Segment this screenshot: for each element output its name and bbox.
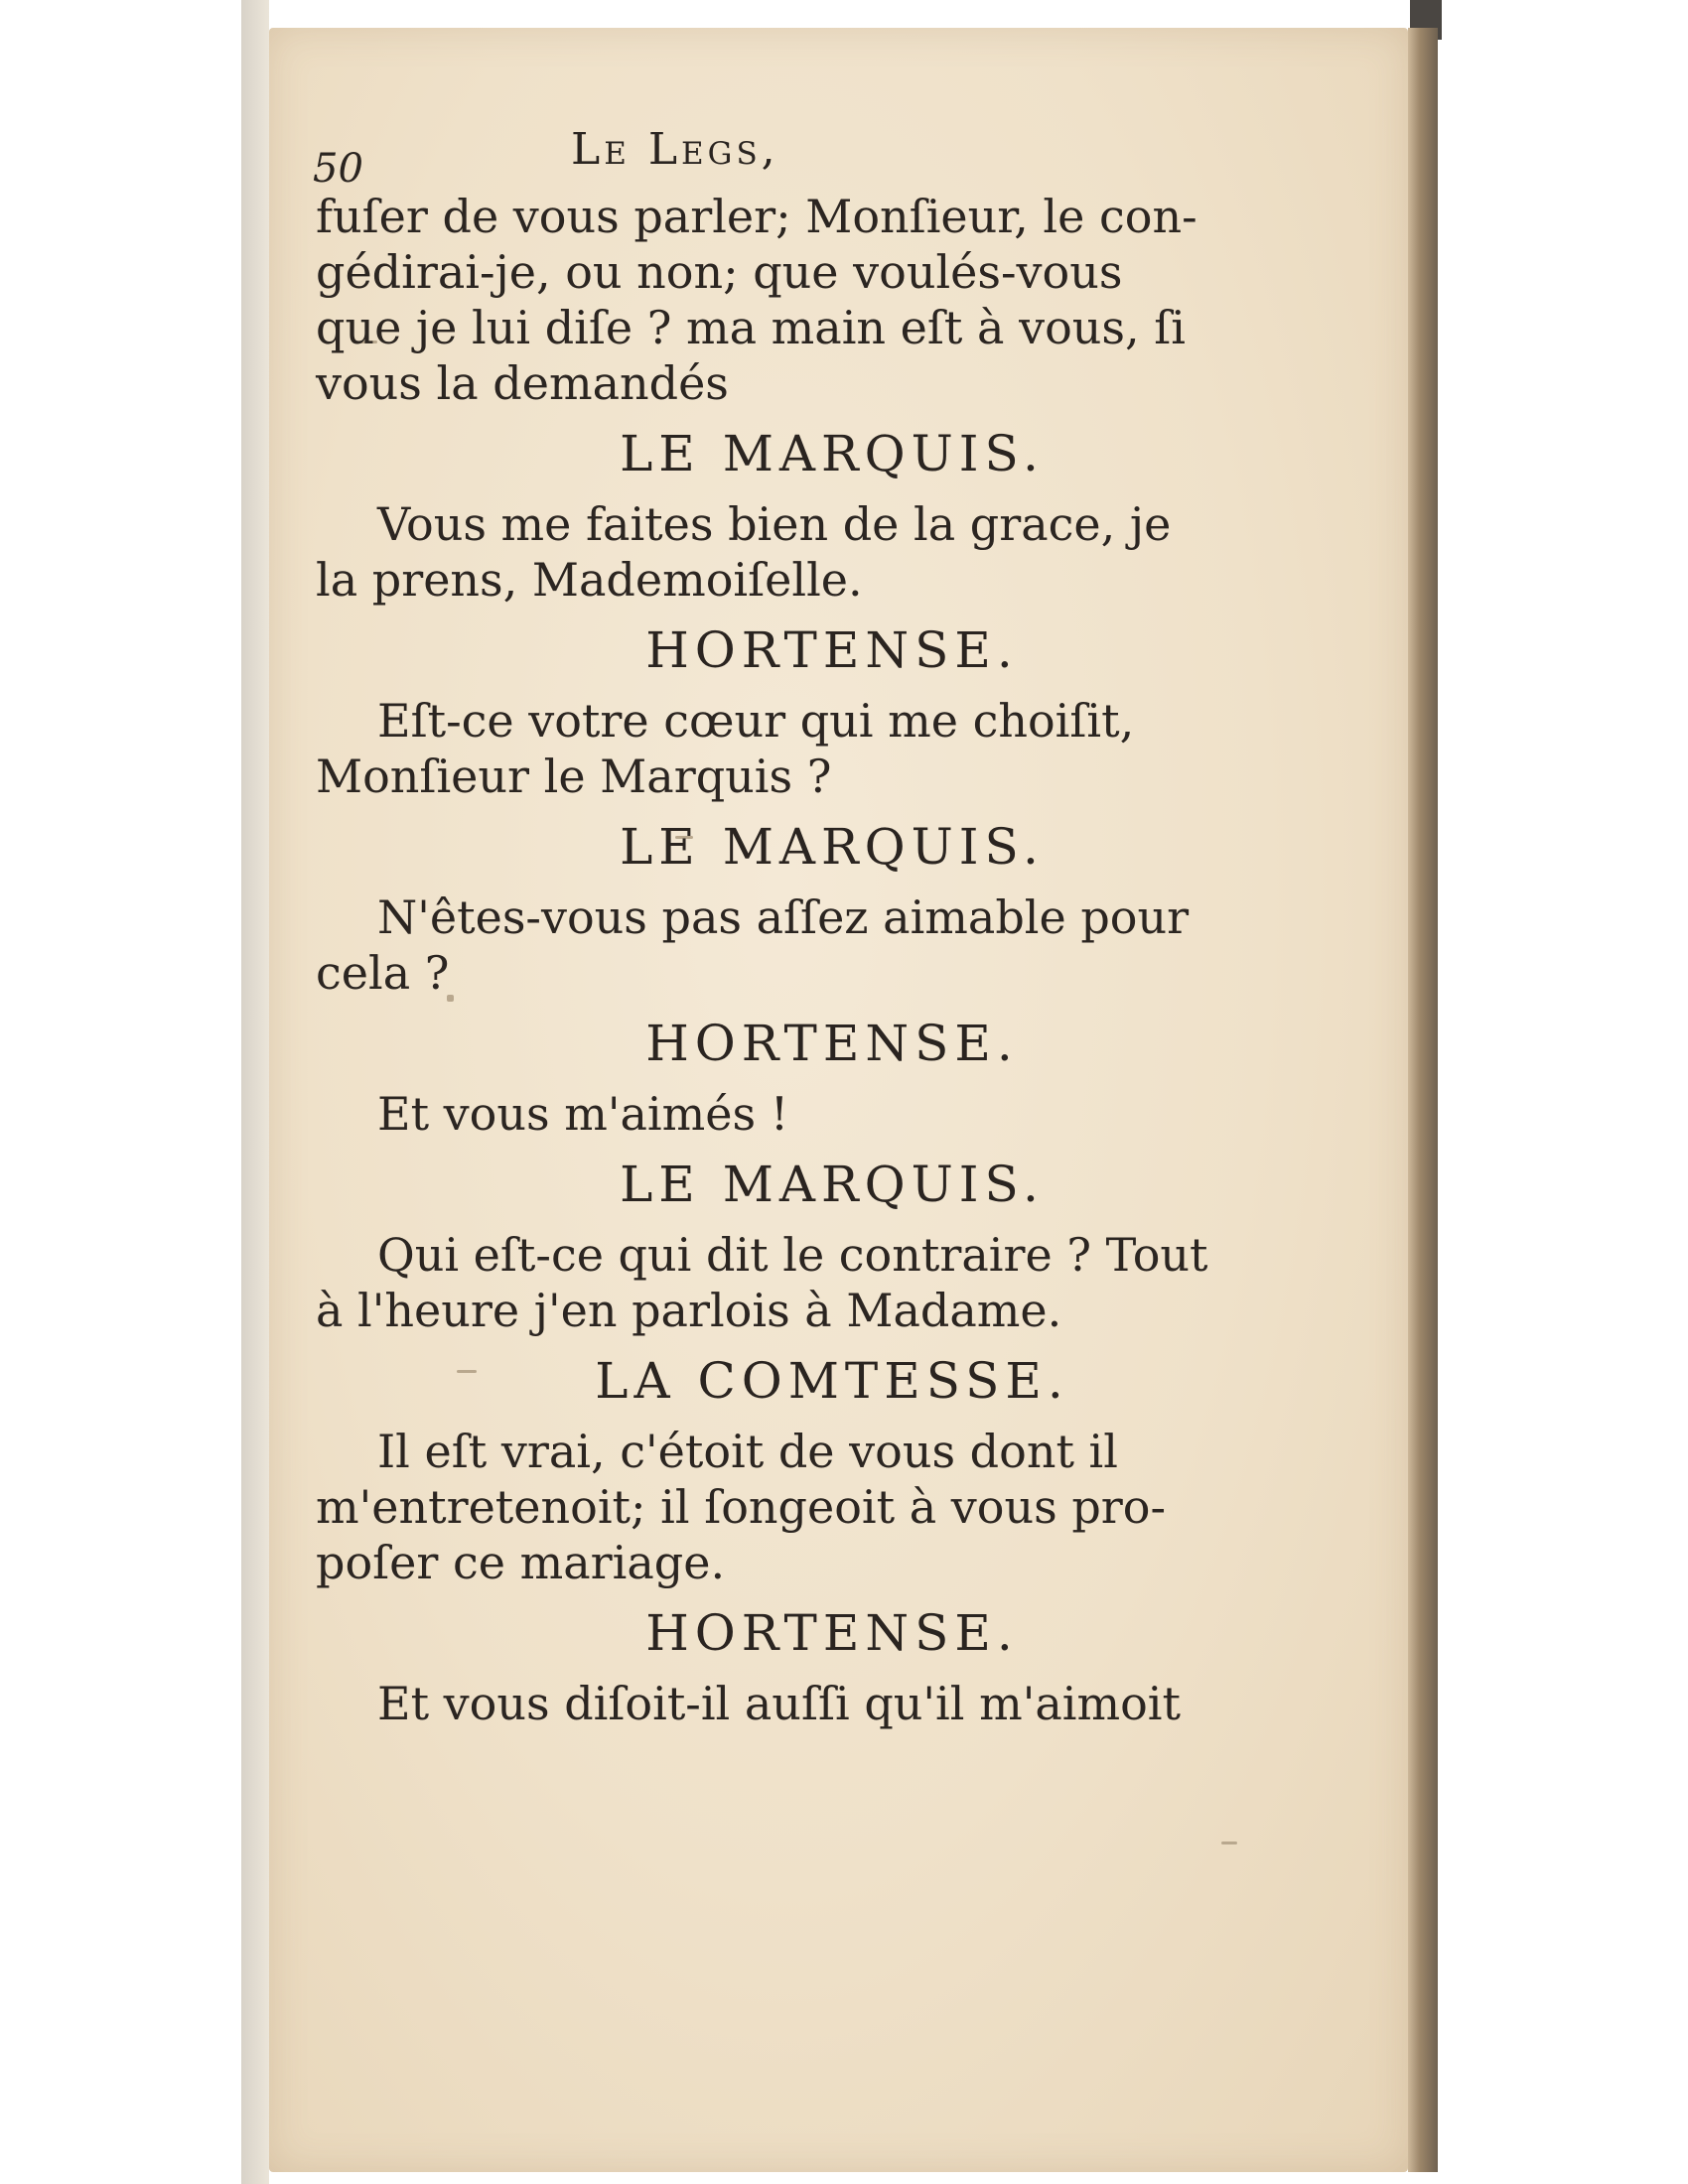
page-number: 50 (313, 146, 363, 192)
text-line: cela ? (316, 946, 450, 1000)
text-line: Il eſt vrai, c'étoit de vous dont il (377, 1425, 1118, 1478)
speaker-heading: LE MARQUIS. (620, 425, 1045, 482)
page-header (0, 124, 1688, 192)
running-head: Le Legs, (571, 124, 779, 175)
text-line: poſer ce mariage. (316, 1536, 726, 1589)
text-line: Et vous diſoit-il auſſi qu'il m'aimoit (377, 1677, 1181, 1730)
speaker-heading: HORTENSE. (645, 1015, 1019, 1072)
speaker-heading: LA COMTESSE. (595, 1352, 1069, 1410)
text-line: vous la demandés (316, 356, 729, 410)
page-body (316, 189, 1388, 1731)
speaker-heading: LE MARQUIS. (620, 1156, 1045, 1213)
text-line: N'êtes-vous pas aſſez aimable pour (377, 890, 1190, 944)
text-line: la prens, Mademoiſelle. (316, 553, 863, 607)
paper-fleck (1221, 1842, 1237, 1844)
text-line: gédirai-je, ou non; que voulés-vous (316, 245, 1123, 299)
page-gutter-edge (1408, 28, 1438, 2172)
text-line: Eſt-ce votre cœur qui me choiſit, (377, 694, 1135, 748)
text-line: Et vous m'aimés ! (377, 1087, 789, 1141)
speaker-heading: HORTENSE. (645, 621, 1019, 679)
text-line: m'entretenoit; il ſongeoit à vous pro- (316, 1480, 1166, 1534)
text-line: que je lui diſe ? ma main eſt à vous, ſi (316, 301, 1186, 354)
scan-background-left (241, 0, 269, 2184)
text-line: fuſer de vous parler; Monſieur, le con- (316, 190, 1197, 243)
speaker-heading: HORTENSE. (645, 1604, 1019, 1662)
speaker-heading: LE MARQUIS. (620, 818, 1045, 876)
text-line: Monſieur le Marquis ? (316, 750, 832, 803)
text-line: Qui eſt-ce qui dit le contraire ? Tout (377, 1228, 1208, 1282)
text-line: à l'heure j'en parlois à Madame. (316, 1284, 1062, 1337)
text-line: Vous me faites bien de la grace, je (377, 497, 1172, 551)
